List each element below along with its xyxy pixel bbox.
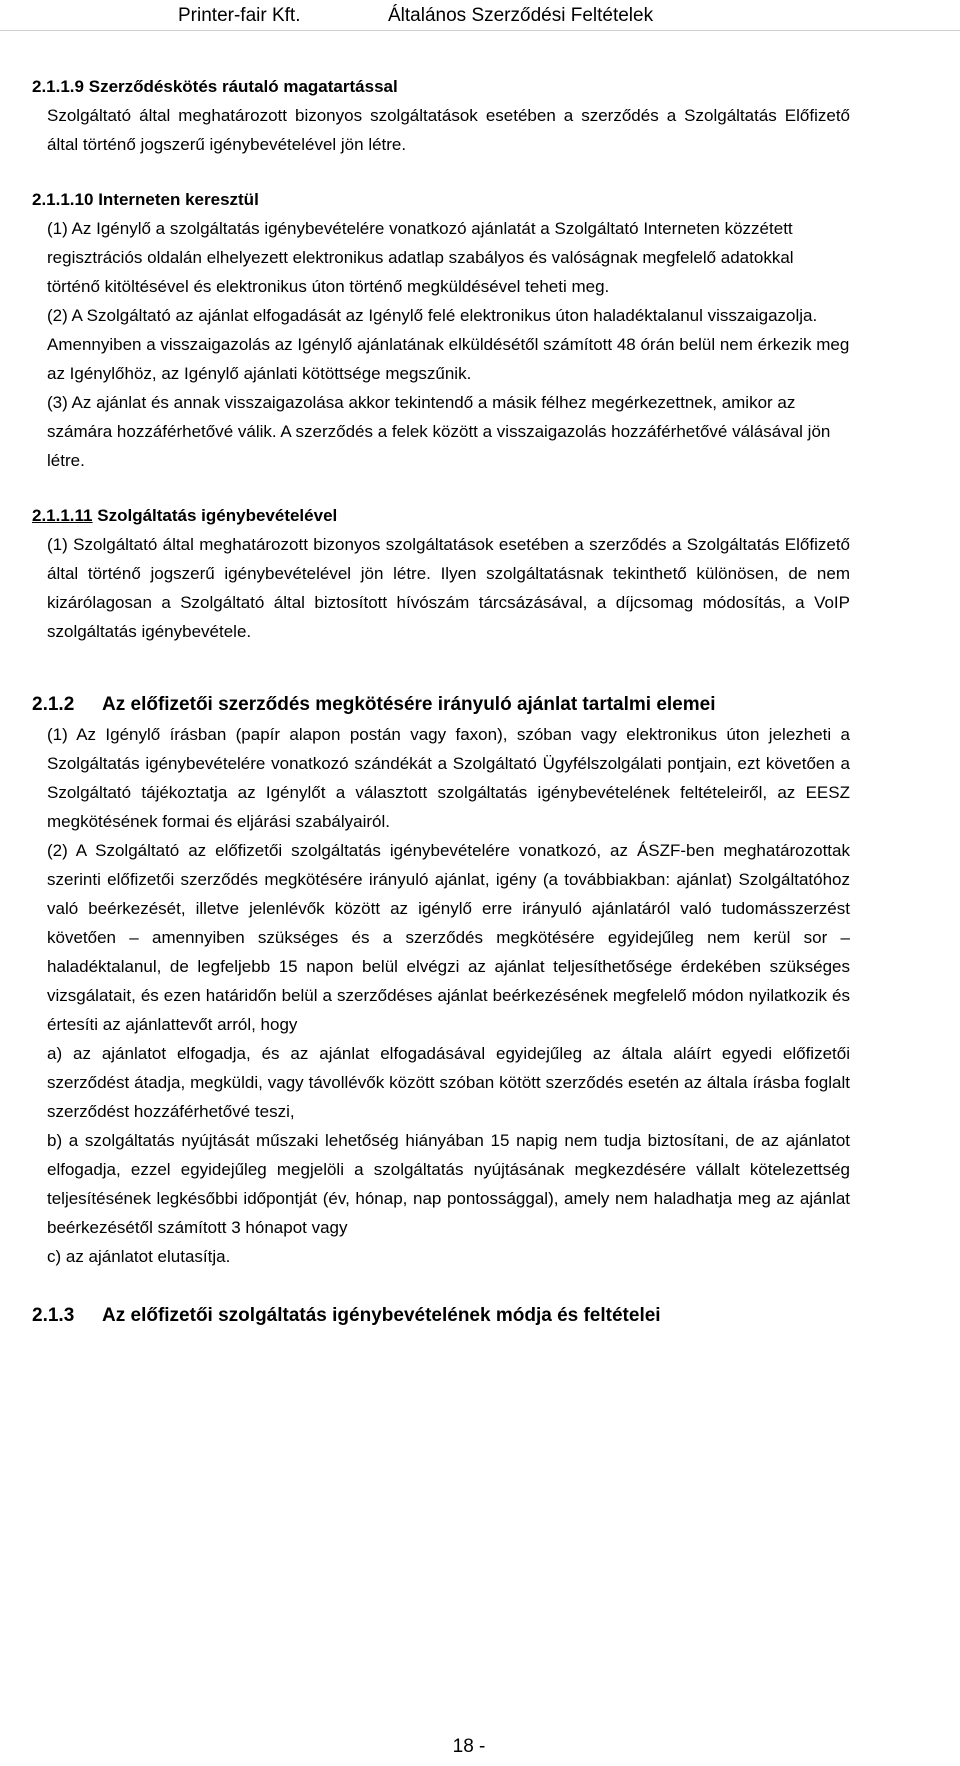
list-item-c: c) az ajánlatot elutasítja. <box>47 1247 231 1266</box>
section-body-2-1-2 <box>32 720 850 1271</box>
section-title: Az előfizetői szolgáltatás igénybevételének módja és feltételei <box>102 1305 661 1326</box>
section-number: 2.1.1.10 <box>32 190 94 209</box>
paragraph: (2) A Szolgáltató az ajánlat elfogadását az Igénylő felé elektronikus úton haladéktalanul visszaigazolja. Amennyiben a visszaigazolás az Igénylő ajánlatának elküldésétől számított 48 órán belül nem érkezik meg az Igénylőhöz, az Igénylő ajánlati kötöttsége megszűnik. <box>47 306 850 383</box>
section-title: Az előfizetői szerződés megkötésére irányuló ajánlat tartalmi elemei <box>102 694 716 715</box>
list-item-a: a) az ajánlatot elfogadja, és az ajánlat elfogadásával egyidejűleg az általa aláírt egyedi előfizetői szerződést átadja, megküldi, vagy távollévők között szóban kötött szerződés esetén az általa írásba foglalt szerződést hozzáférhetővé teszi, <box>47 1044 850 1121</box>
list-item-b: b) a szolgáltatás nyújtását műszaki lehetőség hiányában 15 napig nem tudja biztosítani, de az ajánlatot elfogadja, ezzel egyidejűleg megjelöli a szolgáltatás nyújtásának megkezdésére vállalt kötelezettség teljesítésének legkésőbbi időpontját (év, hónap, nap pontossággal), amely nem haladhatja meg az ajánlat beérkezésétől számított 3 hónapot vagy <box>47 1131 850 1237</box>
paragraph: (1) Az Igénylő írásban (papír alapon postán vagy faxon), szóban vagy elektronikus úton jelezheti a Szolgáltatás igénybevételére vonatkozó szándékát a Szolgáltató Ügyfélszolgálati pontjain, ezt követően a Szolgáltató tájékoztatja az Igénylőt a választott szolgáltatás igénybevételének feltételeiről, az EESZ megkötésének formai és eljárási szabályairól. <box>47 725 850 831</box>
section-number: 2.1.1.9 <box>32 77 84 96</box>
section-number: 2.1.1.11 <box>32 506 93 525</box>
section-body-2-1-1-10 <box>32 214 850 475</box>
section-heading-2-1-1-11 <box>32 501 850 530</box>
page-header <box>0 4 960 28</box>
section-title: Szerződéskötés ráutaló magatartással <box>88 77 398 96</box>
section-body-2-1-1-9 <box>32 101 850 159</box>
section-heading-2-1-1-9 <box>32 72 850 101</box>
paragraph: (1) Az Igénylő a szolgáltatás igénybevételére vonatkozó ajánlatát a Szolgáltató Interneten közzétett regisztrációs oldalán elhelyezett elektronikus adatlap szabályos és valóságnak megfelelő adatokkal történő kitöltésével és elektronikus úton történő megküldésével teheti meg. <box>47 219 794 296</box>
section-title: Szolgáltatás igénybevételével <box>97 506 338 525</box>
header-company: Printer-fair Kft. <box>178 5 301 26</box>
paragraph: Szolgáltató által meghatározott bizonyos szolgáltatások esetében a szerződés a Szolgáltatás Előfizető által történő jogszerű igénybevételével jön létre. <box>47 106 850 154</box>
paragraph: (3) Az ajánlat és annak visszaigazolása akkor tekintendő a másik félhez megérkezettnek, amikor az számára hozzáférhetővé válik. A szerződés a felek között a visszaigazolás hozzáférhetővé válásával jön létre. <box>47 393 831 470</box>
page-footer <box>0 1736 960 1758</box>
section-title: Interneten keresztül <box>98 190 259 209</box>
section-number: 2.1.3 <box>32 1305 75 1326</box>
header-doc-title: Általános Szerződési Feltételek <box>388 5 654 26</box>
section-body-2-1-1-11 <box>32 530 850 646</box>
paragraph: (1) Szolgáltató által meghatározott bizonyos szolgáltatások esetében a szerződés a Szolgáltatás Előfizető által történő jogszerű igénybevételével jön létre. Ilyen szolgáltatásnak tekinthető különösen, de nem kizárólagosan a Szolgáltató által biztosított hívószám tárcsázásával, a díjcsomag módosítás, a VoIP szolgáltatás igénybevétele. <box>47 535 850 641</box>
document-body <box>32 72 850 1331</box>
section-heading-2-1-2 <box>32 690 850 720</box>
section-number: 2.1.2 <box>32 694 75 715</box>
section-heading-2-1-3 <box>32 1301 850 1331</box>
paragraph: (2) A Szolgáltató az előfizetői szolgáltatás igénybevételére vonatkozó, az ÁSZF-ben meghatározottak szerinti előfizetői szerződés megkötésére irányuló ajánlat, igény (a továbbiakban: ajánlat) Szolgáltatóhoz való beérkezését, illetve jelenlévők között az igénylő erre irányuló ajánlatáról való tudomásszerzést követően – amennyiben szükséges és a szerződés megkötésére egyidejűleg nem kerül sor – haladéktalanul, de legfeljebb 15 napon belül elvégzi az ajánlat teljesíthetősége érdekében szükséges vizsgálatait, és ezen határidőn belül a szerződéses ajánlat beérkezésének megfelelő módon nyilatkozik és értesíti az ajánlattevőt arról, hogy <box>47 841 850 1034</box>
section-heading-2-1-1-10 <box>32 185 850 214</box>
header-divider <box>0 30 960 31</box>
page-number: 18 - <box>452 1736 486 1757</box>
